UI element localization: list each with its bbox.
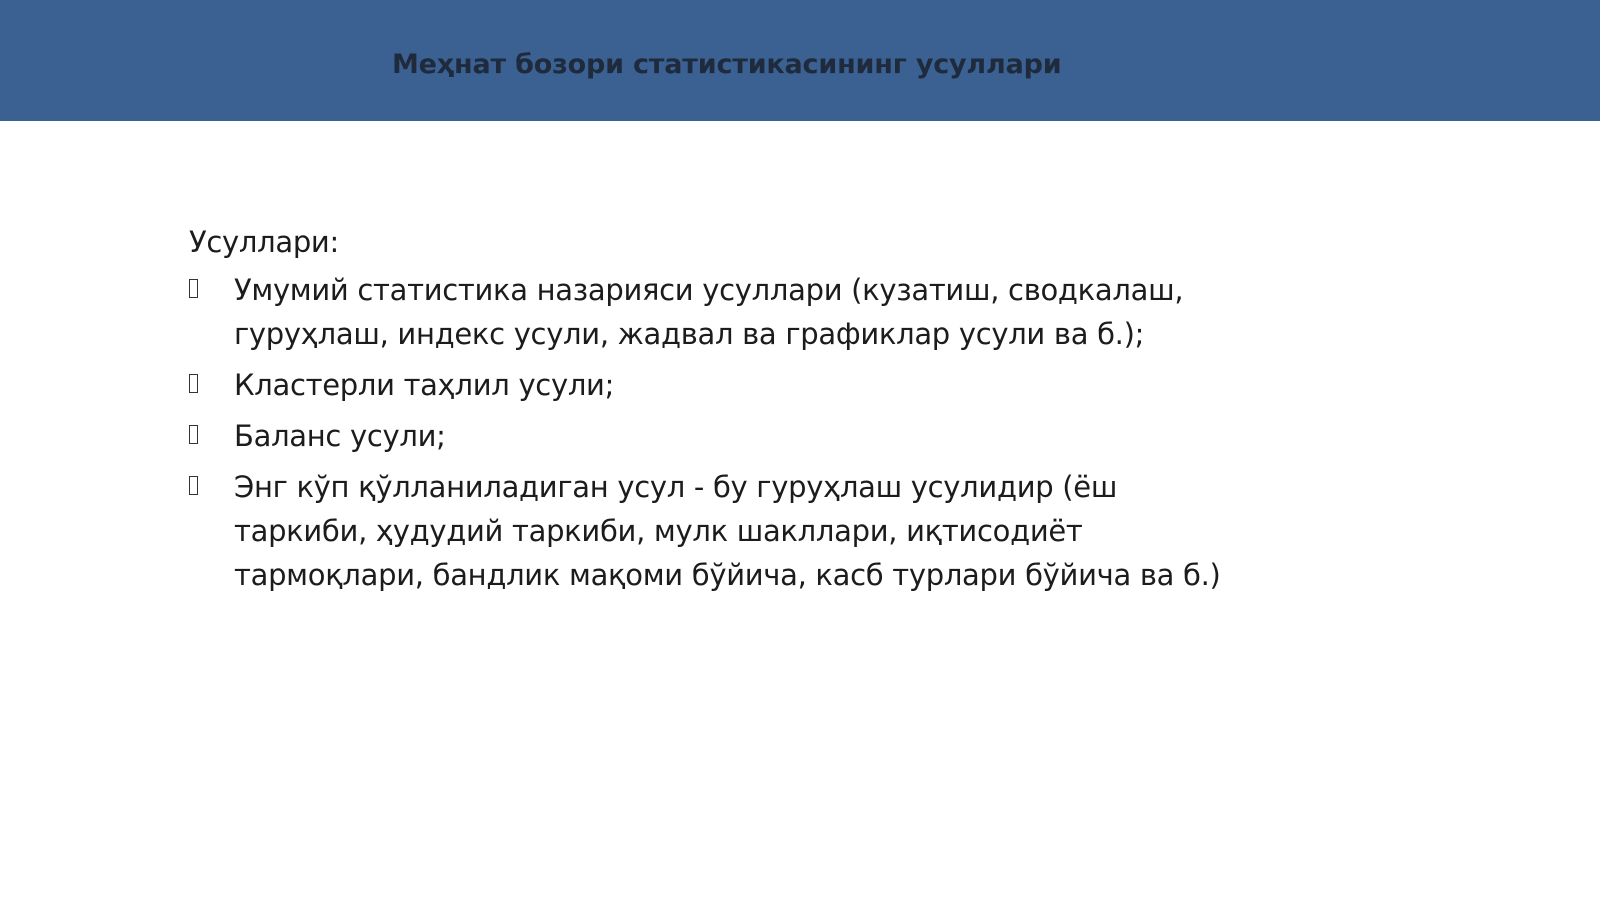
list-item-text: Баланс усули;	[234, 419, 446, 453]
list-item-text: Энг кўп қўлланиладиган усул - бу гуруҳлаш усулидир (ёш таркиби, ҳудудий таркиби, мулк шакллари, иқтисодиёт тармоқлари, бандлик мақоми бўйича, касб турлари бўйича ва б.)	[234, 470, 1221, 592]
slide-content	[189, 220, 1229, 604]
list-item	[189, 363, 1229, 407]
list-item	[189, 268, 1229, 356]
methods-heading: Усуллари:	[189, 225, 339, 259]
slide-title: Меҳнат бозори статистикасининг усуллари	[392, 49, 1062, 80]
missing-glyph-box-icon	[189, 476, 198, 495]
list-item	[189, 414, 1229, 458]
list-item-text: Умумий статистика назарияси усуллари (кузатиш, сводкалаш, гуруҳлаш, индекс усули, жадвал ва графиклар усули ва б.);	[234, 273, 1184, 351]
methods-list	[189, 268, 1229, 597]
missing-glyph-box-icon	[189, 425, 198, 444]
missing-glyph-box-icon	[189, 374, 198, 393]
list-item	[189, 465, 1229, 597]
list-item-text: Кластерли таҳлил усули;	[234, 368, 615, 402]
title-bar	[0, 0, 1600, 121]
missing-glyph-box-icon	[189, 279, 198, 298]
